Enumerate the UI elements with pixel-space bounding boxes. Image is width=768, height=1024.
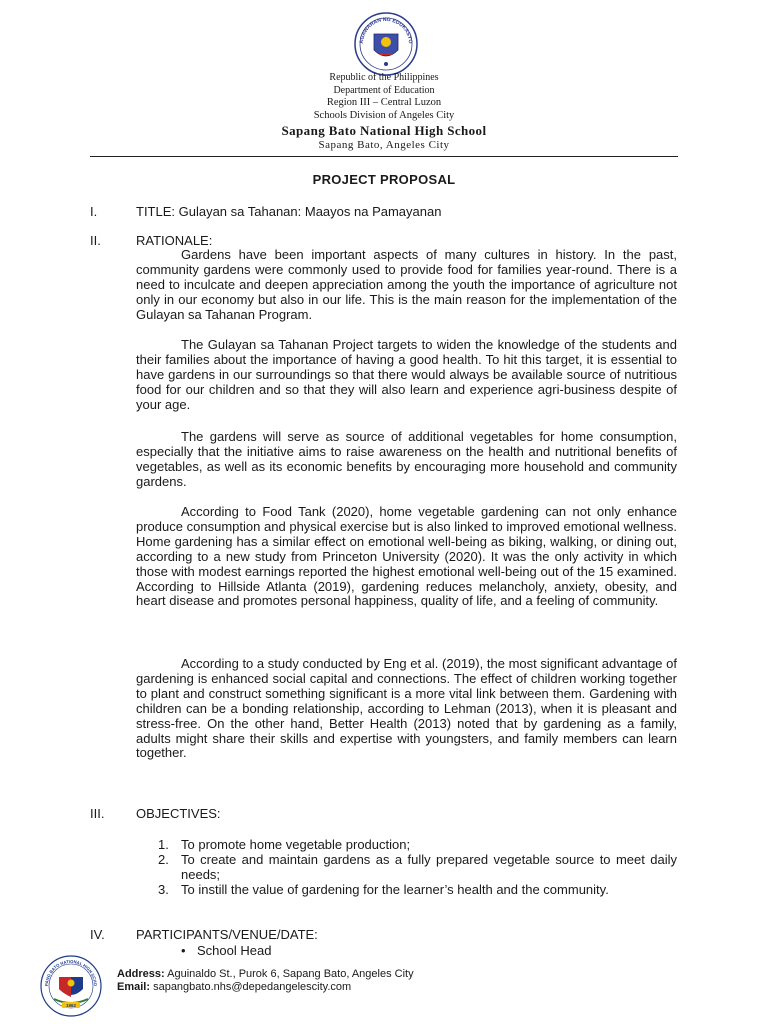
- rationale-paragraph-1: Gardens have been important aspects of many cultures in history. In the past, community gardens were commonly used to provide food for families year-round. There is a need to inculcate and deepen appreciation among the youth the importance of agriculture not only in our economy but also in our life. This is the main reason for the implementation of the Gulayan sa Tahanan Program.: [136, 247, 677, 322]
- footer-contact: [117, 968, 414, 994]
- school-logo: [40, 955, 102, 1017]
- objectives-list: [158, 837, 677, 897]
- document-title: PROJECT PROPOSAL: [312, 172, 456, 187]
- address-label: Address:: [117, 968, 165, 980]
- logo-text: PANG BATO NATIONAL HIGH SCHO: [43, 958, 99, 987]
- objective-text: To create and maintain gardens as a fully prepared vegetable source to meet daily needs;: [181, 852, 677, 882]
- letterhead: [0, 72, 768, 152]
- objective-text: To promote home vegetable production;: [181, 837, 411, 852]
- email-value: sapangbato.nhs@depedangelescity.com: [153, 981, 352, 993]
- objective-number: 3.: [158, 882, 169, 897]
- rationale-paragraph-3: The gardens will serve as source of additional vegetables for home consumption, especially that the initiative aims to raise awareness on the health and nutritional benefits of vegetables, as well as its economic benefits by encouraging more household and community gardens.: [136, 429, 677, 489]
- email-label: Email:: [117, 981, 151, 993]
- seal-text: AGAWARAN NG EDUKASYO: [358, 16, 414, 44]
- list-item: [158, 882, 677, 897]
- rationale-paragraph-2: The Gulayan sa Tahanan Project targets to widen the knowledge of the students and their families about the importance of having a good health. To hit this target, it is essential to have gardens in our surroundings so that there would always be available source of nutritious food for our children and so that they will also learn and experience agri-business despite of your age.: [136, 337, 677, 412]
- division-name: Schools Division of Angeles City: [313, 109, 455, 121]
- section-1-title: TITLE: Gulayan sa Tahanan: Maayos na Pamayanan: [136, 204, 442, 219]
- section-4-numeral: IV.: [90, 927, 105, 942]
- objective-number: 1.: [158, 837, 169, 852]
- region-name: Region III – Central Luzon: [326, 97, 442, 108]
- rationale-paragraph-5: According to a study conducted by Eng et al. (2019), the most significant advantage of gardening is enhanced social capital and connections. The effect of children working together to plant and construct something significant is a more vital link between them. Gardening with children can be a bonding relationship, according to Lehman (2013), when it is pleasant and stress-free. On the other hand, Better Health (2013) noted that by gardening as a family, adults might share their skills and expertise with youngsters, and family members can learn together.: [136, 656, 677, 761]
- objective-number: 2.: [158, 852, 169, 867]
- address-value: Aguinaldo St., Purok 6, Sapang Bato, Angeles City: [167, 968, 414, 980]
- logo-year: 1962: [65, 1003, 77, 1008]
- participant-item: [181, 943, 271, 958]
- footer-email-line: [117, 981, 414, 994]
- section-4-title: PARTICIPANTS/VENUE/DATE:: [136, 927, 318, 942]
- participant-text: School Head: [197, 943, 272, 958]
- section-1-numeral: I.: [90, 204, 98, 219]
- deped-seal-logo: [354, 12, 418, 76]
- section-3-title: OBJECTIVES:: [136, 806, 221, 821]
- department-name: Department of Education: [333, 84, 435, 96]
- bullet-icon: •: [181, 943, 186, 958]
- school-name: Sapang Bato National High School: [281, 123, 487, 138]
- section-3-numeral: III.: [90, 806, 105, 821]
- list-item: [158, 837, 677, 852]
- country-name: Republic of the Philippines: [329, 72, 439, 83]
- section-2-numeral: II.: [90, 233, 101, 248]
- list-item: [158, 852, 677, 882]
- footer-address-line: [117, 968, 414, 981]
- school-location: Sapang Bato, Angeles City: [318, 139, 450, 151]
- header-divider: [90, 156, 678, 157]
- rationale-paragraph-4: According to Food Tank (2020), home vegetable gardening can not only enhance produce consumption and physical exercise but is also linked to improved emotional wellness. Home gardening has a similar effect on emotional well-being as biking, walking, or dining out, according to a new study from Princeton University (2020). It was the only activity in which those with modest earnings reported the highest emotional well-being out of the 15 examined. According to Hillside Atlanta (2019), gardening reduces melancholy, anxiety, obesity, and heart disease and promotes personal happiness, quality of life, and a feeling of community.: [136, 504, 677, 609]
- section-2-title: RATIONALE:: [136, 233, 213, 248]
- objective-text: To instill the value of gardening for the learner’s health and the community.: [181, 882, 609, 897]
